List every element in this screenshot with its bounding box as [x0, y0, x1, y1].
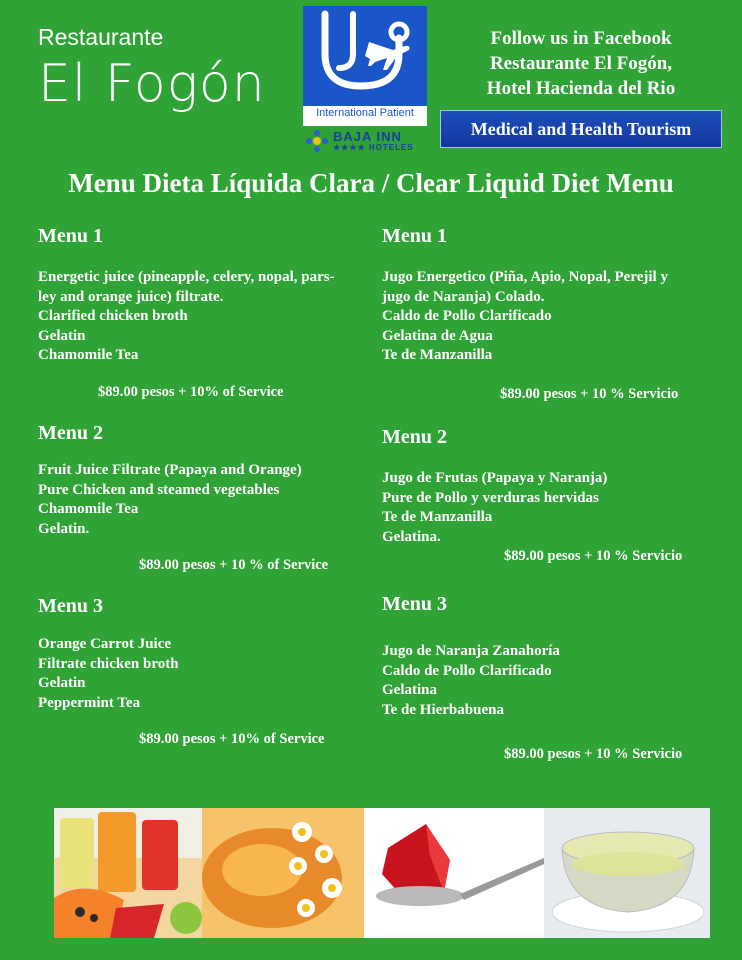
menu-1-price-es: $89.00 pesos + 10 % Servicio [500, 386, 679, 402]
menu-2-items-en: Fruit Juice Filtrate (Papaya and Orange) Pure Chicken and steamed vegetables Chamomile Tea Gelatin. [38, 462, 302, 537]
menu-3-price-en: $89.00 pesos + 10% of Service [139, 731, 325, 747]
follow-line: Hotel Hacienda del Rio [486, 78, 676, 99]
brand-label: Restaurante [38, 24, 164, 50]
hotel-name: BAJA INN [333, 129, 402, 144]
menu-2-heading-es: Menu 2 [382, 426, 447, 448]
follow-line: Restaurante El Fogón, [489, 53, 673, 74]
menu-1-price-en: $89.00 pesos + 10% of Service [98, 384, 284, 400]
menu-3-price-es: $89.00 pesos + 10 % Servicio [504, 746, 683, 762]
medical-tourism-banner: Medical and Health Tourism [440, 110, 722, 148]
menu-3-heading-en: Menu 3 [38, 595, 103, 617]
menu-2-price-es: $89.00 pesos + 10 % Servicio [504, 548, 683, 564]
menu-2-items-es: Jugo de Frutas (Papaya y Naranja) Pure de Pollo y verduras hervidas Te de Manzanilla Gelatina. [382, 470, 608, 545]
menu-1-items-es: Jugo Energetico (Piña, Apio, Nopal, Perejil y jugo de Naranja) Colado. Caldo de Pollo Clarificado Gelatina de Agua Te de Manzanilla [382, 269, 668, 363]
broth-bowl-photo [544, 808, 710, 938]
logo-caption: International Patient [316, 107, 414, 119]
hotel-sub: ★★★★ HOTELES [333, 143, 414, 152]
menu-3-items-es: Jugo de Naranja Zanahoría Caldo de Pollo Clarificado Gelatina Te de Hierbabuena [382, 643, 560, 718]
follow-line: Follow us in Facebook [490, 28, 672, 49]
brand-name: El Fogón [38, 54, 266, 114]
red-gelatin-spoon-photo [364, 808, 544, 938]
menu-2-price-en: $89.00 pesos + 10 % of Service [139, 557, 329, 573]
menu-3-heading-es: Menu 3 [382, 593, 447, 615]
menu-1-items-en: Energetic juice (pineapple, celery, nopal, pars- ley and orange juice) filtrate. Clarified chicken broth Gelatin Chamomile Tea [38, 269, 335, 363]
page-title: Menu Dieta Líquida Clara / Clear Liquid Diet Menu [68, 168, 674, 198]
menu-3-items-en: Orange Carrot Juice Filtrate chicken broth Gelatin Peppermint Tea [38, 636, 179, 711]
menu-1-heading-en: Menu 1 [38, 225, 103, 247]
menu-2-heading-en: Menu 2 [38, 422, 103, 444]
baja-flower-icon [305, 129, 329, 153]
stethoscope-plane-icon [303, 6, 427, 106]
fruit-juices-photo [54, 808, 202, 938]
follow-text [440, 26, 722, 101]
baja-inn-logo [303, 128, 427, 156]
international-patient-logo [303, 6, 427, 126]
chamomile-tea-photo [202, 808, 364, 938]
menu-1-heading-es: Menu 1 [382, 225, 447, 247]
